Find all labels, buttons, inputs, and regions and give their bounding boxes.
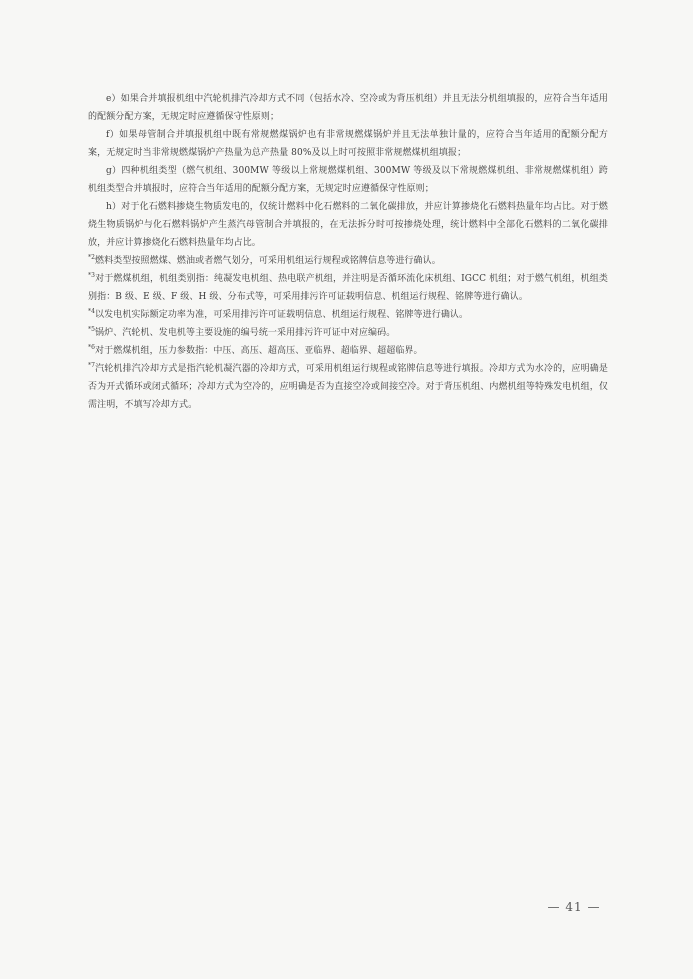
page-number: — 41 —: [547, 900, 601, 914]
footnote-3: [88, 270, 608, 306]
footnote-mark: *4: [88, 308, 96, 315]
footnote-4: [88, 306, 608, 324]
paragraph-g: g）四种机组类型（燃气机组、300MW 等级以上常规燃煤机组、300MW 等级及以下常规燃煤机组、非常规燃煤机组）跨机组类型合并填报时，应符合当年适用的配额分配方案，无规定时应遵循保守性原则；: [88, 166, 608, 194]
footnote-mark: *7: [88, 362, 96, 369]
footnote-mark: *5: [88, 326, 96, 333]
footnote-text: 以发电机实际额定功率为准，可采用排污许可证载明信息、机组运行规程、铭牌等进行确认。: [95, 310, 469, 320]
footnote-2: [88, 252, 608, 270]
footnote-5: [88, 324, 608, 342]
footnote-text: 对于燃煤机组，机组类别指：纯凝发电机组、热电联产机组，并注明是否循环流化床机组、IGCC 机组；对于燃气机组，机组类别指：B 级、E 级、F 级、H 级、分布式等，可采用排污许可证载明信息、机组运行规程、铭牌等进行确认。: [88, 274, 608, 302]
footnote-6: [88, 342, 608, 360]
footnote-7: [88, 360, 608, 414]
footnote-text: 锅炉、汽轮机、发电机等主要设施的编号统一采用排污许可证中对应编码。: [95, 328, 396, 338]
footnote-text: 汽轮机排汽冷却方式是指汽轮机凝汽器的冷却方式，可采用机组运行规程或铭牌信息等进行填报。冷却方式为水冷的，应明确是否为开式循环或闭式循环；冷却方式为空冷的，应明确是否为直接空冷或间接空冷。对于背压机组、内燃机组等特殊发电机组，仅需注明，不填写冷却方式。: [88, 364, 608, 410]
footnote-text: 对于燃煤机组，压力参数指：中压、高压、超高压、亚临界、超临界、超超临界。: [95, 346, 423, 356]
footnote-mark: *2: [88, 254, 96, 261]
paragraph-e: e）如果合并填报机组中汽轮机排汽冷却方式不同（包括水冷、空冷或为背压机组）并且无法分机组填报的，应符合当年适用的配额分配方案，无规定时应遵循保守性原则；: [88, 94, 608, 122]
paragraph-h: h）对于化石燃料掺烧生物质发电的，仅统计燃料中化石燃料的二氧化碳排放，并应计算掺烧化石燃料热量年均占比。对于燃烧生物质锅炉与化石燃料锅炉产生蒸汽母管制合并填报的，在无法拆分时可按掺烧处理，统计燃料中全部化石燃料的二氧化碳排放，并应计算掺烧化石燃料热量年均占比。: [88, 202, 608, 248]
page-body: [88, 90, 608, 414]
paragraph-f: f）如果母管制合并填报机组中既有常规燃煤锅炉也有非常规燃煤锅炉并且无法单独计量的，应符合当年适用的配额分配方案，无规定时当非常规燃煤锅炉产热量为总产热量 80%及以上时可按照非常规燃煤机组填报；: [88, 130, 608, 158]
footnote-text: 燃料类型按照燃煤、燃油或者燃气划分，可采用机组运行规程或铭牌信息等进行确认。: [95, 256, 441, 266]
footnote-mark: *6: [88, 344, 96, 351]
footnote-mark: *3: [88, 272, 96, 279]
